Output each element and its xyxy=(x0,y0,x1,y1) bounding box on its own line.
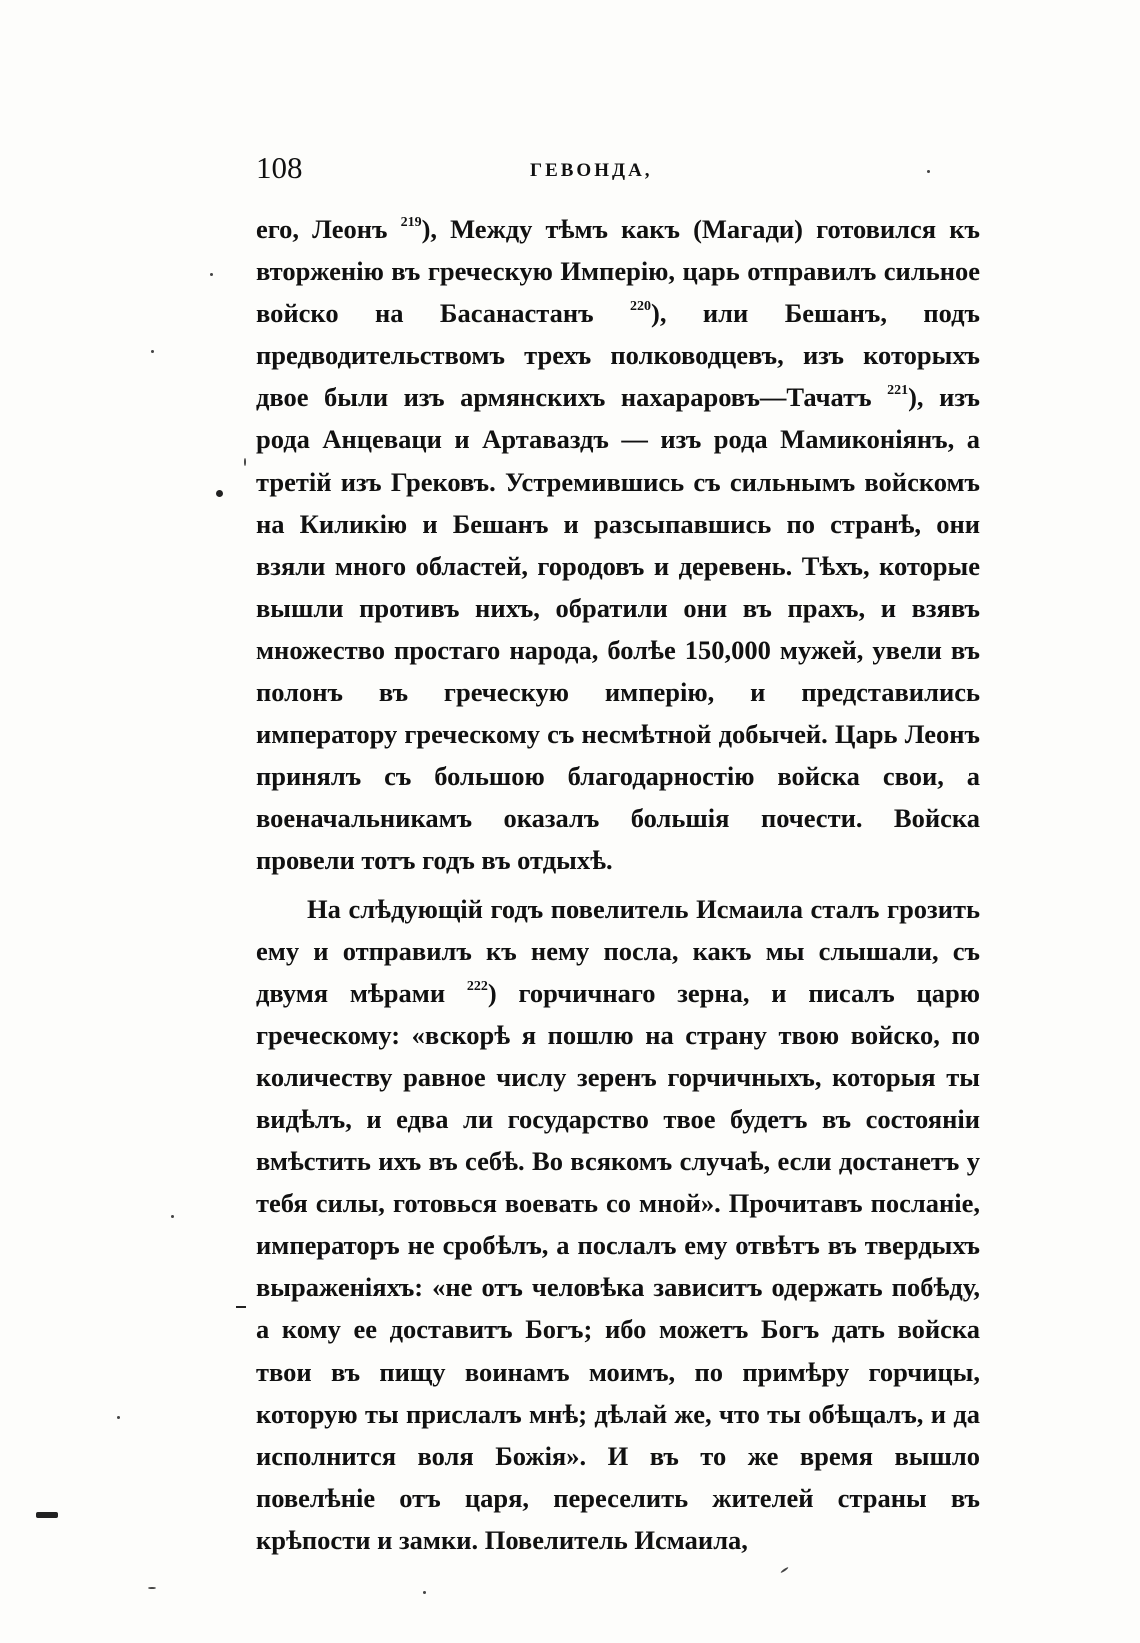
page-number: 108 xyxy=(256,150,303,185)
speck-mark xyxy=(148,1587,156,1589)
speck-mark xyxy=(927,170,930,173)
running-title: ГЕВОНДА, xyxy=(530,160,653,181)
text-segment: На слѣдующій годъ повелитель Исмаила сталъ грозить ему и отправилъ къ нему посла, какъ мы слышали, съ двумя мѣрами xyxy=(256,893,980,1008)
text-segment: его, Леонъ xyxy=(256,214,401,244)
speck-mark xyxy=(780,1567,789,1574)
ink-dot-mark xyxy=(216,490,223,497)
body-text xyxy=(256,208,980,1561)
ink-smudge-mark xyxy=(36,1512,58,1518)
speck-mark xyxy=(151,350,154,353)
paragraph-1 xyxy=(256,208,980,882)
footnote-ref-221: 221 xyxy=(887,383,909,399)
speck-mark xyxy=(210,273,213,276)
speck-mark xyxy=(117,1416,120,1419)
text-segment: ), или Бешанъ, подъ предводительствомъ трехъ полководцевъ, изъ которыхъ двое были изъ армянскихъ нахараровъ—Тачатъ xyxy=(256,298,981,413)
ink-dash-mark xyxy=(236,1306,246,1308)
speck-mark xyxy=(244,458,246,466)
page-header xyxy=(256,148,978,198)
footnote-ref-222: 222 xyxy=(466,978,488,994)
speck-mark xyxy=(171,1215,174,1218)
footnote-ref-219: 219 xyxy=(400,215,422,230)
text-segment: ), изъ рода Анцеваци и Артаваздъ — изъ рода Мамиконіянъ, а третій изъ Грековъ. Устремившись съ сильнымъ войскомъ на Киликію и Бешанъ и разсыпавшись по странѣ, они взяли много областей, городовъ и деревень. Тѣхъ, которые вышли противъ нихъ, обратили они въ прахъ, и взявъ множество простаго народа, болѣе 150,000 мужей, увели въ полонъ въ греческую имперію, и представились императору греческому съ несмѣтной добычей. Царь Леонъ принялъ съ большою благодарностію войска свои, а военачальникамъ оказалъ большія почести. Войска провели тотъ годъ въ отдыхѣ. xyxy=(256,382,980,876)
footnote-ref-220: 220 xyxy=(630,299,652,315)
text-segment: ), Между тѣмъ какъ (Магади) готовился къ вторженію въ греческую Имперію, царь отправилъ сильное войско на Басанастанъ xyxy=(256,214,980,329)
paragraph-2 xyxy=(256,888,980,1562)
speck-mark xyxy=(423,1591,426,1594)
text-segment: ) горчичнаго зерна, и писалъ царю греческому: «вскорѣ я пошлю на страну твою войско, по количеству равное числу зеренъ горчичныхъ, которыя ты видѣлъ, и едва ли государство твое будетъ въ состояніи вмѣстить ихъ въ себѣ. Во всякомъ случаѣ, если достанетъ у тебя силы, готовься воевать со мной». Прочитавъ посланіе, императоръ не сробѣлъ, а послалъ ему отвѣтъ въ твердыхъ выраженіяхъ: «не отъ человѣка зависитъ одержать побѣду, а кому ее доставитъ Богъ; ибо можетъ Богъ дать войска твои въ пищу воинамъ моимъ, по примѣру горчицы, которую ты прислалъ мнѣ; дѣлай же, что ты обѣщалъ, и да исполнится воля Божія». И въ то же время вышло повелѣніе отъ царя, переселить жителей страны въ крѣпости и замки. Повелитель Исмаила, xyxy=(256,977,981,1555)
